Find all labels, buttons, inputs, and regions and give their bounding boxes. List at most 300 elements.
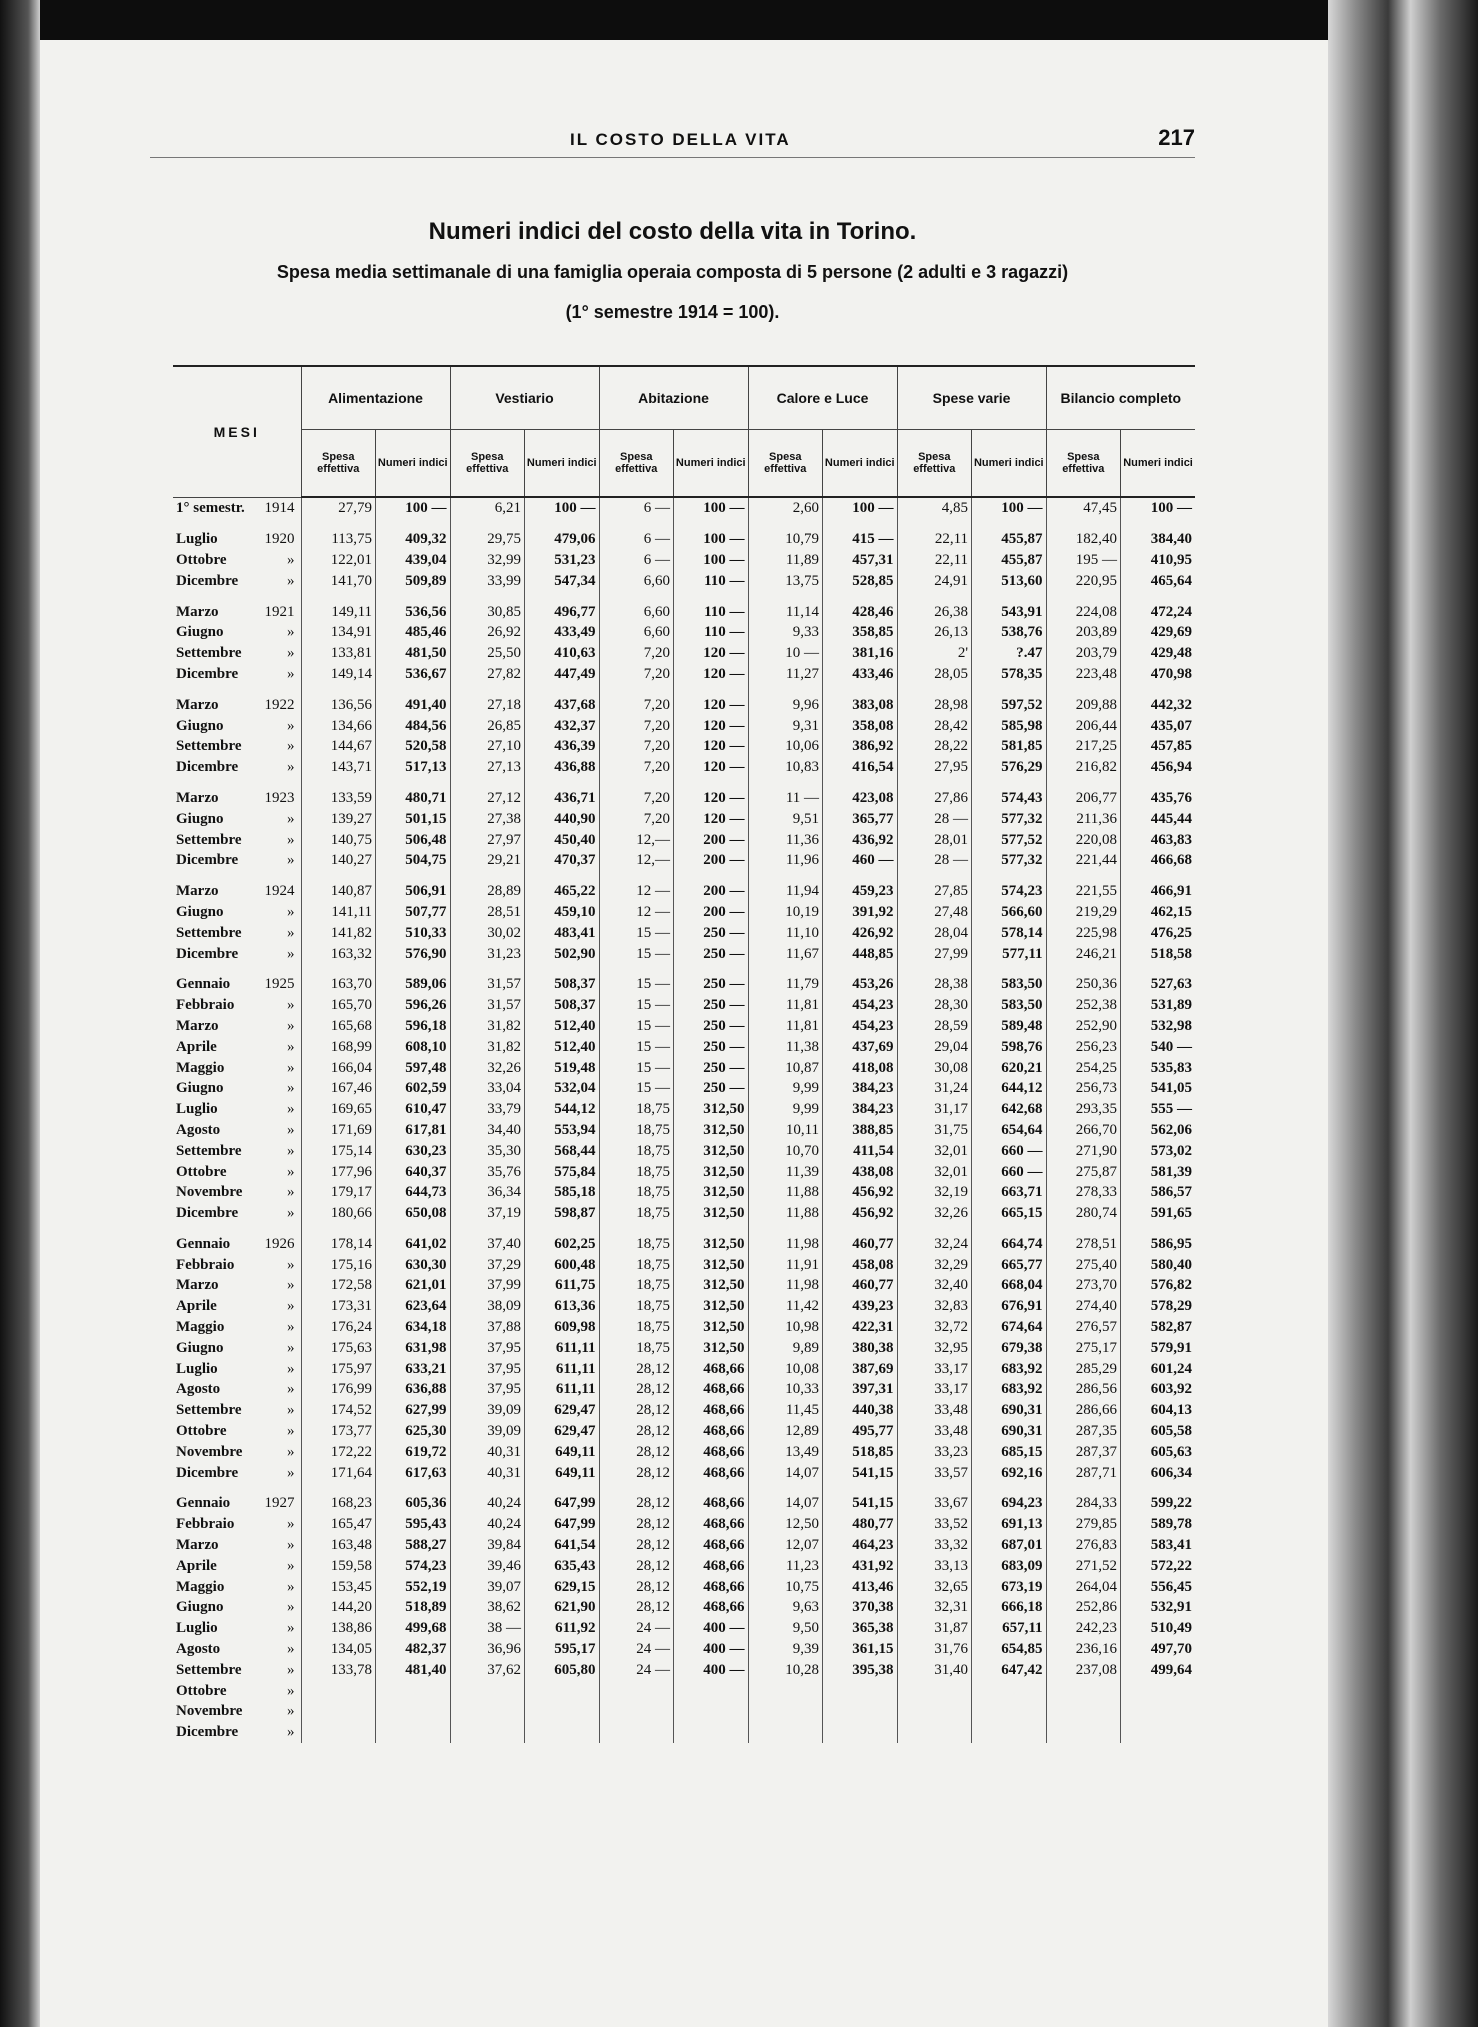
index-value-cell: 437,69 xyxy=(823,1036,898,1057)
expense-value-cell: 246,21 xyxy=(1046,943,1121,964)
index-value-cell: 397,31 xyxy=(823,1379,898,1400)
table-row xyxy=(173,829,1195,850)
index-value-cell: 460 — xyxy=(823,850,898,871)
month-cell: Luglio xyxy=(176,1360,218,1377)
expense-value-cell: 14,07 xyxy=(748,1462,823,1483)
expense-value-cell: 10 — xyxy=(748,643,823,664)
expense-value-cell: 9,89 xyxy=(748,1337,823,1358)
index-value-cell: 608,10 xyxy=(376,1036,451,1057)
spacer-cell xyxy=(674,1483,749,1493)
index-value-cell: 641,02 xyxy=(376,1234,451,1255)
index-value-cell: 435,76 xyxy=(1121,788,1196,809)
year-cell: 1927 xyxy=(264,1495,295,1512)
expense-value-cell: 7,20 xyxy=(599,643,674,664)
expense-value-cell: 28,89 xyxy=(450,881,525,902)
expense-value-cell: 28,42 xyxy=(897,715,972,736)
expense-value-cell: 163,70 xyxy=(301,974,376,995)
index-value-cell: 409,32 xyxy=(376,529,451,550)
index-value-cell xyxy=(674,1701,749,1722)
expense-value-cell: 39,46 xyxy=(450,1555,525,1576)
index-value-cell xyxy=(376,1722,451,1743)
expense-value-cell: 33,48 xyxy=(897,1421,972,1442)
month-cell: Marzo xyxy=(176,1537,219,1554)
index-value-cell xyxy=(1121,1701,1196,1722)
spacer-cell xyxy=(823,591,898,601)
expense-value-cell: 35,30 xyxy=(450,1140,525,1161)
spacer-cell xyxy=(674,871,749,881)
year-cell: » xyxy=(287,1578,295,1595)
month-cell: Dicembre xyxy=(176,852,239,869)
index-value-cell: 100 — xyxy=(674,497,749,519)
year-cell: 1923 xyxy=(264,789,295,806)
index-value-cell: 577,11 xyxy=(972,943,1047,964)
month-cell: Settembre xyxy=(176,645,242,662)
index-value-cell: 470,98 xyxy=(1121,664,1196,685)
table-row xyxy=(173,1514,1195,1535)
index-value-cell: 578,29 xyxy=(1121,1296,1196,1317)
index-value-cell: 596,26 xyxy=(376,995,451,1016)
index-value-cell: 468,66 xyxy=(674,1379,749,1400)
index-value-cell: 562,06 xyxy=(1121,1120,1196,1141)
index-value-cell: 644,12 xyxy=(972,1078,1047,1099)
index-value-cell: 200 — xyxy=(674,829,749,850)
spacer-cell xyxy=(823,778,898,788)
expense-value-cell: 256,23 xyxy=(1046,1036,1121,1057)
spacer-cell xyxy=(301,684,376,694)
expense-value-cell: 31,23 xyxy=(450,943,525,964)
expense-value-cell: 7,20 xyxy=(599,788,674,809)
index-value-cell: 442,32 xyxy=(1121,694,1196,715)
index-value-cell: 544,12 xyxy=(525,1099,600,1120)
expense-value-cell: 278,33 xyxy=(1046,1182,1121,1203)
expense-value-cell xyxy=(450,1680,525,1701)
table-row xyxy=(173,1036,1195,1057)
month-cell: Agosto xyxy=(176,1121,221,1138)
expense-value-cell: 28,12 xyxy=(599,1597,674,1618)
index-value-cell: 578,35 xyxy=(972,664,1047,685)
month-cell: Marzo xyxy=(176,883,219,900)
expense-value-cell: 133,59 xyxy=(301,788,376,809)
index-value-cell: 312,50 xyxy=(674,1317,749,1338)
numeri-header: Numeri indici xyxy=(376,430,451,498)
index-value-cell: 583,41 xyxy=(1121,1535,1196,1556)
index-value-cell: 692,16 xyxy=(972,1462,1047,1483)
expense-value-cell: 15 — xyxy=(599,1016,674,1037)
index-value-cell: 413,46 xyxy=(823,1576,898,1597)
expense-value-cell: 35,76 xyxy=(450,1161,525,1182)
index-value-cell: 605,63 xyxy=(1121,1441,1196,1462)
expense-value-cell: 36,96 xyxy=(450,1639,525,1660)
expense-value-cell: 7,20 xyxy=(599,757,674,778)
expense-value-cell: 271,52 xyxy=(1046,1555,1121,1576)
month-cell: Novembre xyxy=(176,1184,243,1201)
table-row xyxy=(173,1254,1195,1275)
expense-value-cell: 9,50 xyxy=(748,1618,823,1639)
spacer-cell xyxy=(261,964,301,974)
expense-value-cell: 32,72 xyxy=(897,1317,972,1338)
expense-value-cell: 13,75 xyxy=(748,570,823,591)
spacer-cell xyxy=(261,1483,301,1493)
expense-value-cell: 38 — xyxy=(450,1618,525,1639)
spacer-row xyxy=(173,1224,1195,1234)
index-value-cell: 440,38 xyxy=(823,1400,898,1421)
index-value-cell: 609,98 xyxy=(525,1317,600,1338)
expense-value-cell: 179,17 xyxy=(301,1182,376,1203)
table-row xyxy=(173,664,1195,685)
expense-value-cell: 242,23 xyxy=(1046,1618,1121,1639)
index-value-cell: 454,23 xyxy=(823,1016,898,1037)
expense-value-cell: 31,76 xyxy=(897,1639,972,1660)
table-row xyxy=(173,1358,1195,1379)
index-value-cell: 601,24 xyxy=(1121,1358,1196,1379)
expense-value-cell: 10,79 xyxy=(748,529,823,550)
spacer-cell xyxy=(301,871,376,881)
expense-value-cell: 287,37 xyxy=(1046,1441,1121,1462)
spacer-cell xyxy=(450,964,525,974)
expense-value-cell: 7,20 xyxy=(599,808,674,829)
index-value-cell: 479,06 xyxy=(525,529,600,550)
spacer-cell xyxy=(748,519,823,529)
index-value-cell: 665,15 xyxy=(972,1203,1047,1224)
month-cell: Aprile xyxy=(176,1557,217,1574)
month-cell: Dicembre xyxy=(176,759,239,776)
index-value-cell: 468,66 xyxy=(674,1358,749,1379)
expense-value-cell: 31,75 xyxy=(897,1120,972,1141)
index-value-cell: 631,98 xyxy=(376,1337,451,1358)
index-value-cell: 120 — xyxy=(674,757,749,778)
expense-value-cell: 27,38 xyxy=(450,808,525,829)
expense-value-cell: 168,23 xyxy=(301,1493,376,1514)
expense-value-cell: 10,11 xyxy=(748,1120,823,1141)
expense-value-cell: 37,95 xyxy=(450,1337,525,1358)
expense-value-cell: 173,77 xyxy=(301,1421,376,1442)
expense-value-cell: 12 — xyxy=(599,881,674,902)
index-value-cell: 660 — xyxy=(972,1140,1047,1161)
index-value-cell: 617,63 xyxy=(376,1462,451,1483)
index-value-cell: 635,43 xyxy=(525,1555,600,1576)
year-cell: 1922 xyxy=(264,696,295,713)
spacer-cell xyxy=(674,684,749,694)
month-cell: Marzo xyxy=(176,1277,219,1294)
expense-value-cell: 172,58 xyxy=(301,1275,376,1296)
expense-value-cell: 26,13 xyxy=(897,622,972,643)
index-value-cell: 541,15 xyxy=(823,1493,898,1514)
expense-value-cell: 293,35 xyxy=(1046,1099,1121,1120)
index-value-cell: 576,82 xyxy=(1121,1275,1196,1296)
table-row xyxy=(173,1597,1195,1618)
expense-value-cell: 219,29 xyxy=(1046,902,1121,923)
expense-value-cell: 9,99 xyxy=(748,1078,823,1099)
spacer-cell xyxy=(823,1224,898,1234)
index-value-cell: 460,77 xyxy=(823,1234,898,1255)
index-value-cell: 491,40 xyxy=(376,694,451,715)
expense-value-cell: 28,22 xyxy=(897,736,972,757)
index-value-cell: 617,81 xyxy=(376,1120,451,1141)
expense-value-cell: 11,38 xyxy=(748,1036,823,1057)
index-value-cell: 694,23 xyxy=(972,1493,1047,1514)
expense-value-cell: 140,75 xyxy=(301,829,376,850)
month-cell: Dicembre xyxy=(176,945,239,962)
spacer-cell xyxy=(972,591,1047,601)
month-cell: Settembre xyxy=(176,1402,242,1419)
table-title: Numeri indici del costo della vita in Torino. xyxy=(428,218,917,245)
index-value-cell: 312,50 xyxy=(674,1275,749,1296)
year-cell: 1925 xyxy=(264,976,295,993)
spacer-cell xyxy=(972,684,1047,694)
index-value-cell: 532,98 xyxy=(1121,1016,1196,1037)
index-value-cell: 538,76 xyxy=(972,622,1047,643)
index-value-cell: 250 — xyxy=(674,974,749,995)
table-row xyxy=(173,881,1195,902)
expense-value-cell: 11,81 xyxy=(748,1016,823,1037)
spacer-cell xyxy=(823,964,898,974)
index-value-cell: 611,11 xyxy=(525,1337,600,1358)
index-value-cell xyxy=(972,1701,1047,1722)
expense-value-cell: 9,63 xyxy=(748,1597,823,1618)
expense-value-cell: 276,57 xyxy=(1046,1317,1121,1338)
index-value-cell: 484,56 xyxy=(376,715,451,736)
table-row xyxy=(173,1078,1195,1099)
index-value-cell: 502,90 xyxy=(525,943,600,964)
index-value-cell: 679,38 xyxy=(972,1337,1047,1358)
expense-value-cell: 28,12 xyxy=(599,1441,674,1462)
expense-value-cell: 173,31 xyxy=(301,1296,376,1317)
spacer-cell xyxy=(674,964,749,974)
expense-value-cell: 11,10 xyxy=(748,922,823,943)
index-value-cell: 512,40 xyxy=(525,1036,600,1057)
expense-value-cell: 31,40 xyxy=(897,1659,972,1680)
table-row xyxy=(173,1535,1195,1556)
spacer-cell xyxy=(450,684,525,694)
index-value-cell: 110 — xyxy=(674,622,749,643)
spacer-cell xyxy=(599,778,674,788)
index-value-cell: 250 — xyxy=(674,1036,749,1057)
index-value-cell: 685,15 xyxy=(972,1441,1047,1462)
year-cell: » xyxy=(287,1464,295,1481)
expense-value-cell xyxy=(301,1701,376,1722)
spacer-cell xyxy=(748,778,823,788)
expense-value-cell: 178,14 xyxy=(301,1234,376,1255)
spacer-cell xyxy=(301,964,376,974)
index-value-cell: 518,89 xyxy=(376,1597,451,1618)
expense-value-cell: 15 — xyxy=(599,1078,674,1099)
expense-value-cell: 27,79 xyxy=(301,497,376,519)
expense-value-cell: 2,60 xyxy=(748,497,823,519)
index-value-cell: 453,26 xyxy=(823,974,898,995)
expense-value-cell: 11,79 xyxy=(748,974,823,995)
table-row xyxy=(173,497,1195,519)
index-value-cell: 388,85 xyxy=(823,1120,898,1141)
expense-value-cell: 139,27 xyxy=(301,808,376,829)
index-value-cell: 429,69 xyxy=(1121,622,1196,643)
spacer-row xyxy=(173,871,1195,881)
month-cell: Marzo xyxy=(176,696,219,713)
expense-value-cell: 274,40 xyxy=(1046,1296,1121,1317)
index-value-cell: 480,77 xyxy=(823,1514,898,1535)
expense-value-cell: 39,07 xyxy=(450,1576,525,1597)
index-value-cell: 597,52 xyxy=(972,694,1047,715)
index-value-cell: 583,50 xyxy=(972,974,1047,995)
index-value-cell xyxy=(376,1680,451,1701)
expense-value-cell: 32,26 xyxy=(450,1057,525,1078)
spacer-cell xyxy=(1121,871,1196,881)
expense-value-cell: 11,42 xyxy=(748,1296,823,1317)
expense-value-cell: 9,39 xyxy=(748,1639,823,1660)
table-row xyxy=(173,1317,1195,1338)
index-value-cell: 387,69 xyxy=(823,1358,898,1379)
spacer-cell xyxy=(972,871,1047,881)
index-value-cell: 535,83 xyxy=(1121,1057,1196,1078)
year-cell: » xyxy=(287,852,295,869)
spacer-cell xyxy=(173,684,261,694)
index-value-cell: 513,60 xyxy=(972,570,1047,591)
index-value-cell: 426,92 xyxy=(823,922,898,943)
spacer-cell xyxy=(599,871,674,881)
expense-value-cell: 28,38 xyxy=(897,974,972,995)
index-value-cell: 312,50 xyxy=(674,1337,749,1358)
expense-value-cell: 180,66 xyxy=(301,1203,376,1224)
expense-value-cell: 18,75 xyxy=(599,1317,674,1338)
index-value-cell: 556,45 xyxy=(1121,1576,1196,1597)
spacer-cell xyxy=(599,1483,674,1493)
spacer-cell xyxy=(748,964,823,974)
spacer-cell xyxy=(261,684,301,694)
expense-value-cell: 206,44 xyxy=(1046,715,1121,736)
index-value-cell: 636,88 xyxy=(376,1379,451,1400)
index-value-cell: 508,37 xyxy=(525,974,600,995)
table-row xyxy=(173,943,1195,964)
index-value-cell: 627,99 xyxy=(376,1400,451,1421)
expense-value-cell: 24 — xyxy=(599,1639,674,1660)
spacer-cell xyxy=(972,519,1047,529)
spacer-cell xyxy=(173,778,261,788)
expense-value-cell: 12,89 xyxy=(748,1421,823,1442)
index-value-cell xyxy=(674,1680,749,1701)
spacer-cell xyxy=(261,871,301,881)
table-subtitle: Spesa media settimanale di una famiglia operaia composta di 5 persone (2 adulti e 3 ragazzi) xyxy=(276,262,1069,282)
index-value-cell: 400 — xyxy=(674,1639,749,1660)
expense-value-cell: 7,20 xyxy=(599,664,674,685)
index-value-cell: 312,50 xyxy=(674,1296,749,1317)
base-period-note: (1° semestre 1914 = 100). xyxy=(565,302,780,322)
expense-value-cell xyxy=(301,1680,376,1701)
index-value-cell: 541,05 xyxy=(1121,1078,1196,1099)
index-value-cell: 576,90 xyxy=(376,943,451,964)
expense-value-cell: 149,14 xyxy=(301,664,376,685)
year-cell: » xyxy=(287,1339,295,1356)
index-value-cell: 575,84 xyxy=(525,1161,600,1182)
index-value-cell: 435,07 xyxy=(1121,715,1196,736)
table-row xyxy=(173,1379,1195,1400)
expense-value-cell xyxy=(897,1701,972,1722)
table-row xyxy=(173,529,1195,550)
expense-value-cell: 171,69 xyxy=(301,1120,376,1141)
index-value-cell: 527,63 xyxy=(1121,974,1196,995)
expense-value-cell: 286,66 xyxy=(1046,1400,1121,1421)
expense-value-cell: 11,81 xyxy=(748,995,823,1016)
expense-value-cell: 11,91 xyxy=(748,1254,823,1275)
expense-value-cell: 15 — xyxy=(599,922,674,943)
spacer-cell xyxy=(525,1483,600,1493)
expense-value-cell: 279,85 xyxy=(1046,1514,1121,1535)
index-value-cell: 585,18 xyxy=(525,1182,600,1203)
index-value-cell: 428,46 xyxy=(823,601,898,622)
spacer-cell xyxy=(897,1483,972,1493)
index-value-cell: 411,54 xyxy=(823,1140,898,1161)
index-value-cell: 456,92 xyxy=(823,1182,898,1203)
index-value-cell: 657,11 xyxy=(972,1618,1047,1639)
expense-value-cell: 22,11 xyxy=(897,529,972,550)
expense-value-cell: 9,33 xyxy=(748,622,823,643)
year-cell: » xyxy=(287,1205,295,1222)
index-value-cell: 572,22 xyxy=(1121,1555,1196,1576)
expense-value-cell: 203,89 xyxy=(1046,622,1121,643)
index-value-cell: 518,58 xyxy=(1121,943,1196,964)
index-value-cell: 365,38 xyxy=(823,1618,898,1639)
expense-value-cell: 174,52 xyxy=(301,1400,376,1421)
expense-value-cell: 28,12 xyxy=(599,1462,674,1483)
index-value-cell: 610,47 xyxy=(376,1099,451,1120)
year-cell: » xyxy=(287,1516,295,1533)
expense-value-cell: 30,02 xyxy=(450,922,525,943)
scan-left-border xyxy=(0,0,40,2027)
expense-value-cell: 11,88 xyxy=(748,1203,823,1224)
month-cell: Febbraio xyxy=(176,1516,235,1533)
expense-value-cell: 28,12 xyxy=(599,1400,674,1421)
group-header: Abitazione xyxy=(599,366,748,430)
expense-value-cell: 29,04 xyxy=(897,1036,972,1057)
index-value-cell: 415 — xyxy=(823,529,898,550)
year-cell: » xyxy=(287,831,295,848)
index-value-cell: 508,37 xyxy=(525,995,600,1016)
index-value-cell: 597,48 xyxy=(376,1057,451,1078)
index-value-cell: 450,40 xyxy=(525,829,600,850)
month-cell: Marzo xyxy=(176,1017,219,1034)
expense-value-cell: 26,85 xyxy=(450,715,525,736)
month-cell: Dicembre xyxy=(176,572,239,589)
expense-value-cell: 6,60 xyxy=(599,622,674,643)
expense-value-cell: 37,62 xyxy=(450,1659,525,1680)
index-value-cell: 611,11 xyxy=(525,1358,600,1379)
spacer-row xyxy=(173,684,1195,694)
expense-value-cell: 29,21 xyxy=(450,850,525,871)
table-row xyxy=(173,570,1195,591)
expense-value-cell: 47,45 xyxy=(1046,497,1121,519)
index-value-cell: 687,01 xyxy=(972,1535,1047,1556)
index-value-cell: 120 — xyxy=(674,664,749,685)
spacer-cell xyxy=(376,591,451,601)
index-value-cell: 621,01 xyxy=(376,1275,451,1296)
spacer-cell xyxy=(450,778,525,788)
expense-value-cell: 271,90 xyxy=(1046,1140,1121,1161)
index-value-cell xyxy=(1121,1722,1196,1743)
index-value-cell: 470,37 xyxy=(525,850,600,871)
index-value-cell: 586,57 xyxy=(1121,1182,1196,1203)
expense-value-cell: 37,95 xyxy=(450,1358,525,1379)
index-value-cell: 468,66 xyxy=(674,1555,749,1576)
expense-value-cell: 32,01 xyxy=(897,1140,972,1161)
expense-value-cell: 27,86 xyxy=(897,788,972,809)
year-cell: » xyxy=(287,924,295,941)
expense-value-cell: 11,27 xyxy=(748,664,823,685)
index-value-cell: 654,64 xyxy=(972,1120,1047,1141)
expense-value-cell: 12,50 xyxy=(748,1514,823,1535)
expense-value-cell: 140,27 xyxy=(301,850,376,871)
expense-value-cell: 32,29 xyxy=(897,1254,972,1275)
expense-value-cell: 31,87 xyxy=(897,1618,972,1639)
expense-value-cell: 32,83 xyxy=(897,1296,972,1317)
index-value-cell: 476,25 xyxy=(1121,922,1196,943)
